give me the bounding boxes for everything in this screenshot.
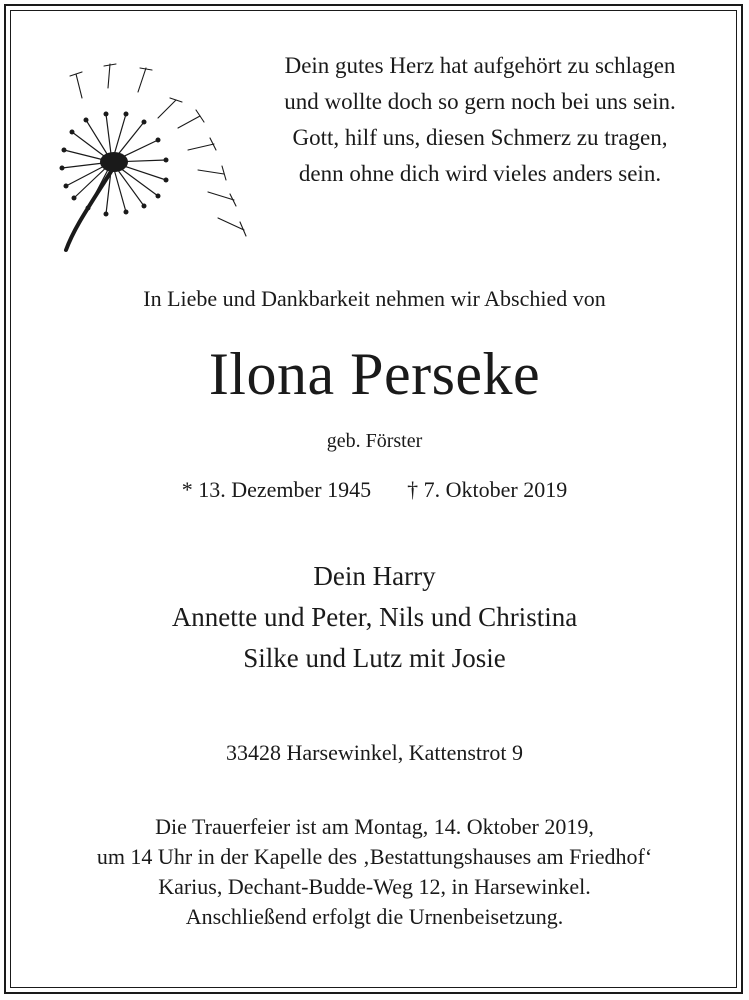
dandelion-icon: [48, 58, 258, 258]
maiden-name: geb. Förster: [326, 430, 423, 452]
mourner-line: Annette und Peter, Nils und Christina: [171, 602, 578, 632]
ceremony-line: Anschließend erfolgt die Urnenbeisetzung.: [185, 904, 564, 929]
poem-line: und wollte doch so gern noch bei uns sein.: [284, 89, 676, 114]
poem-line: denn ohne dich wird vieles anders sein.: [298, 161, 662, 186]
deceased-name: Ilona Perseke: [208, 341, 541, 407]
birth-date: * 13. Dezember 1945: [181, 477, 372, 502]
mourner-line: Dein Harry: [313, 561, 436, 591]
intro-text: In Liebe und Dankbarkeit nehmen wir Abschied von: [143, 286, 606, 311]
ceremony-info: [0, 812, 749, 932]
death-date: † 7. Oktober 2019: [407, 477, 568, 502]
address: 33428 Harsewinkel, Kattenstrot 9: [226, 740, 523, 765]
poem-line: Gott, hilf uns, diesen Schmerz zu tragen,: [292, 125, 668, 150]
memorial-poem: [240, 48, 720, 192]
poem-line: Dein gutes Herz hat aufgehört zu schlagen: [284, 53, 676, 78]
mourners-list: [0, 556, 749, 679]
life-dates: [0, 477, 749, 503]
ceremony-line: Die Trauerfeier ist am Montag, 14. Oktober 2019,: [155, 814, 594, 839]
ceremony-line: um 14 Uhr in der Kapelle des ‚Bestattungshauses am Friedhof‘: [96, 844, 653, 869]
mourner-line: Silke und Lutz mit Josie: [243, 643, 506, 673]
ceremony-line: Karius, Dechant-Budde-Weg 12, in Harsewinkel.: [158, 874, 591, 899]
